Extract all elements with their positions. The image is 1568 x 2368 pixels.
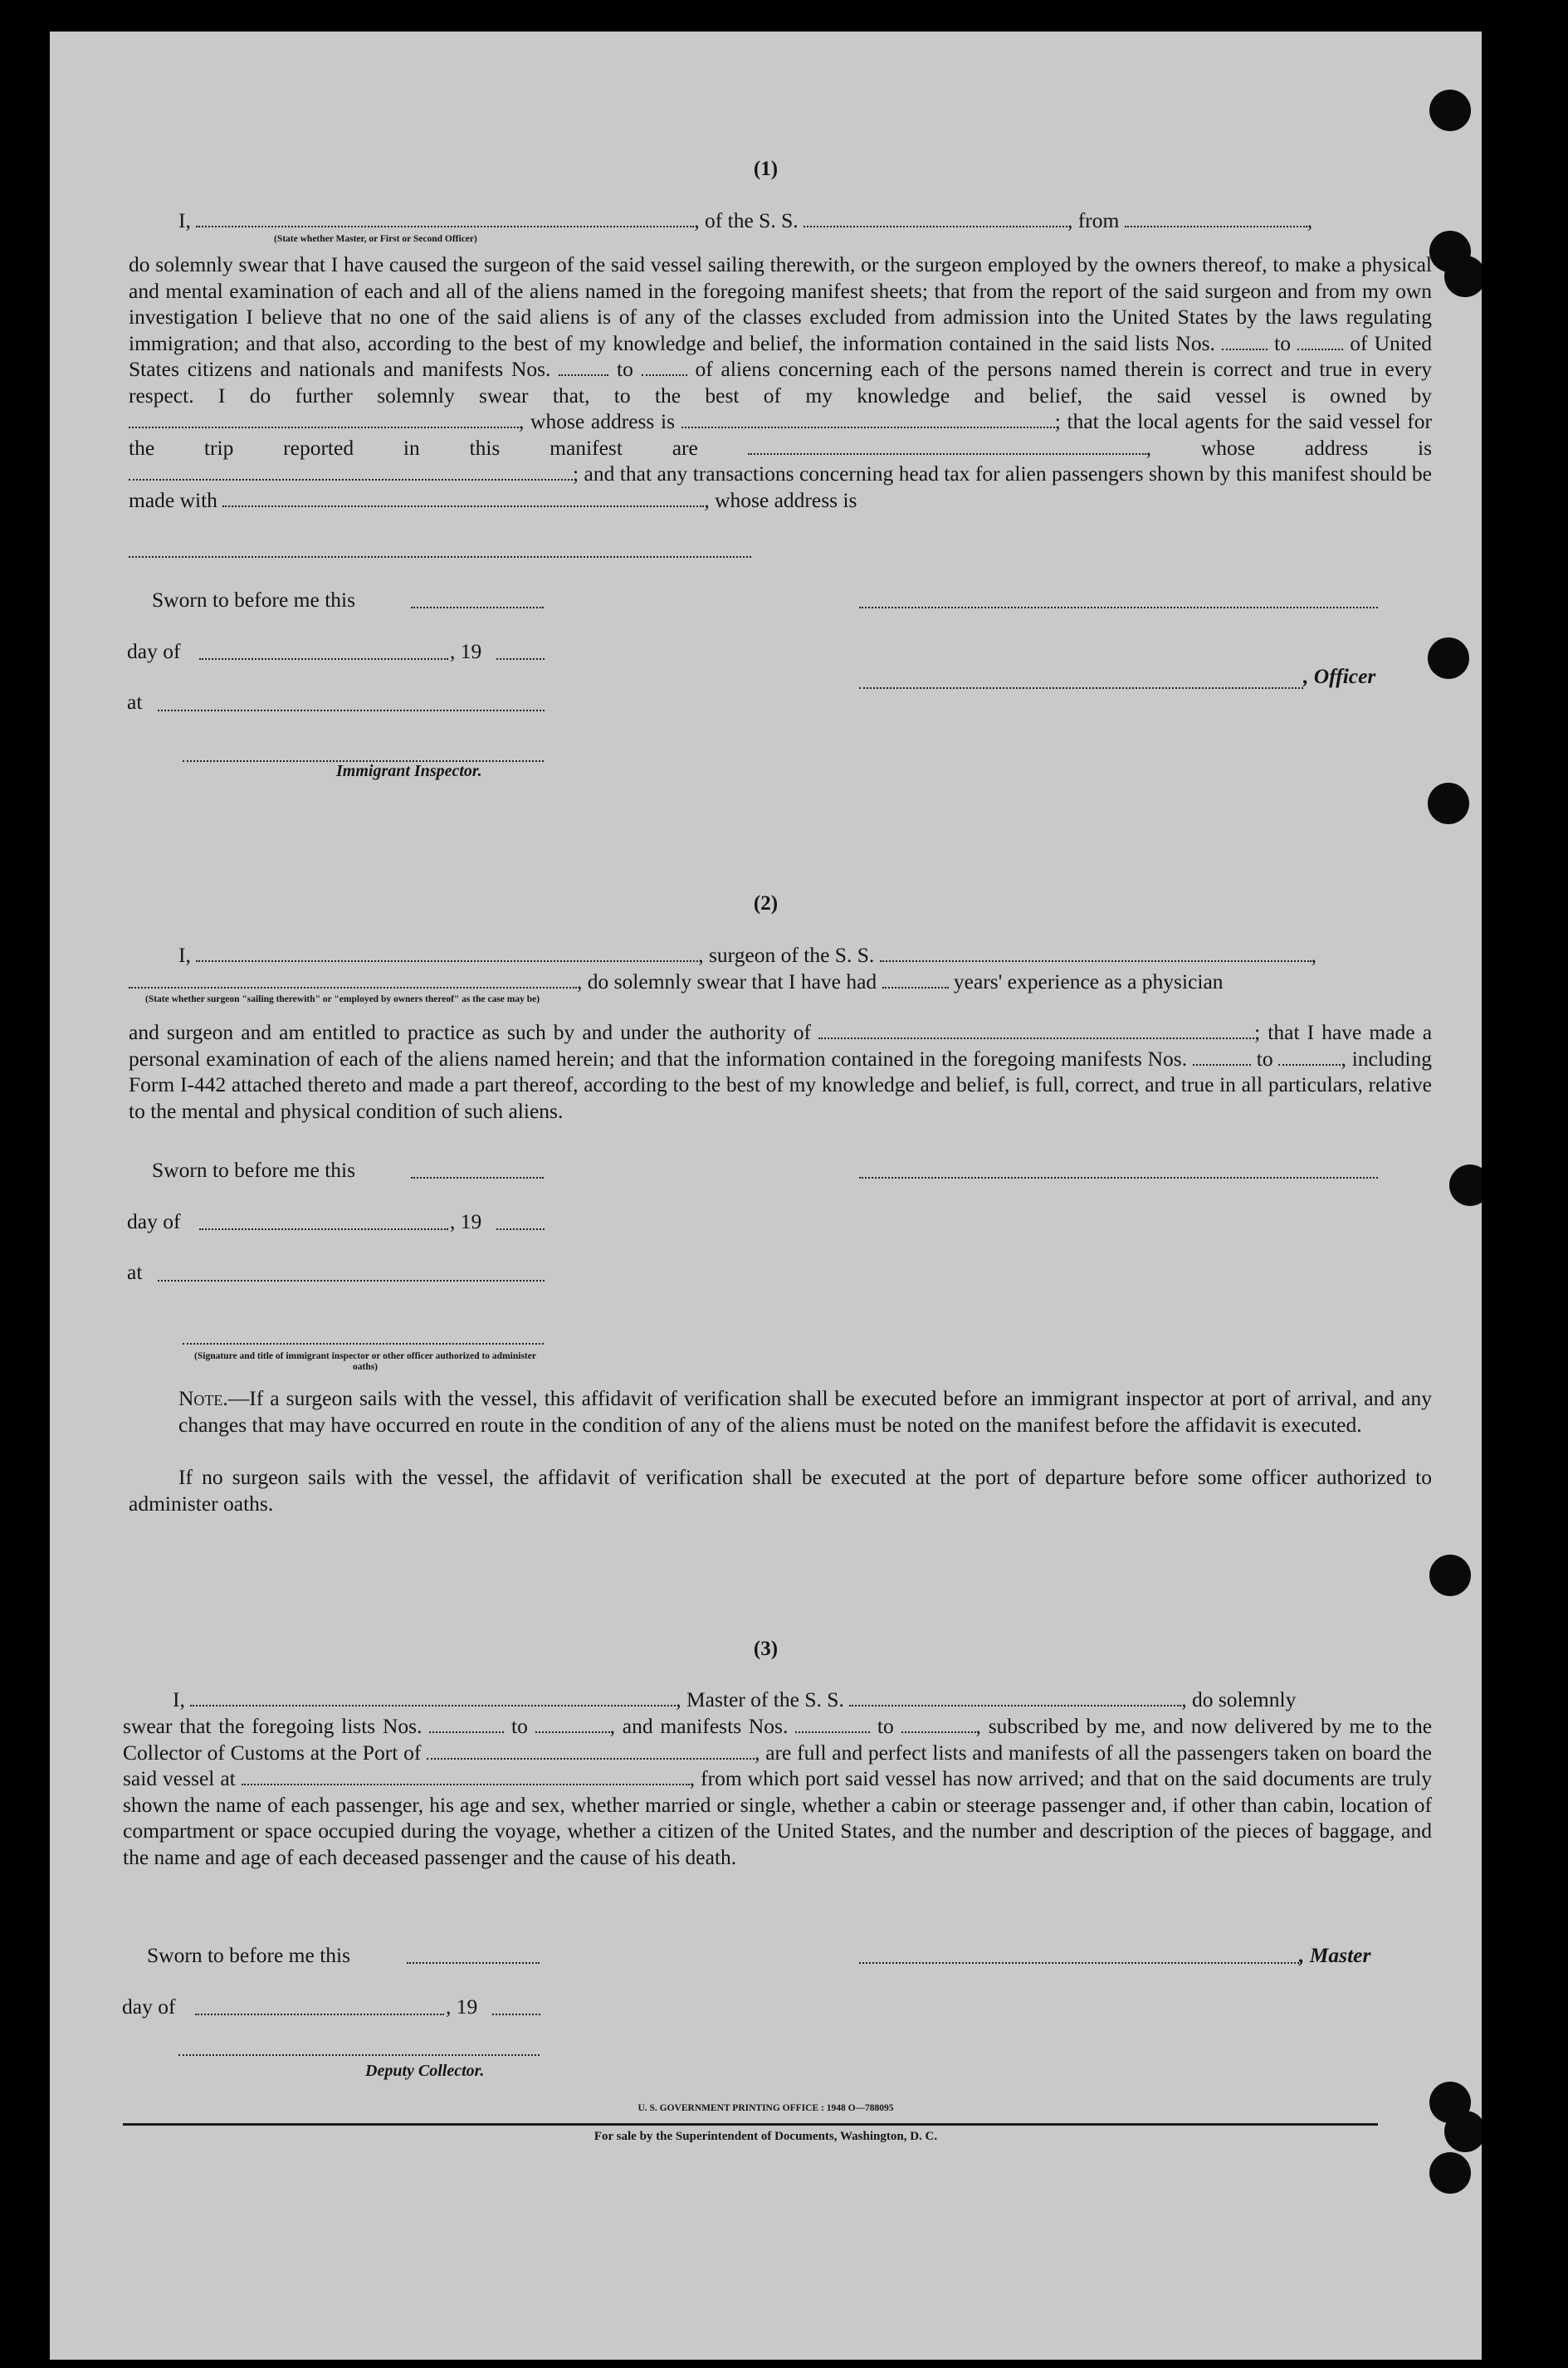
lists-to-field[interactable] [1297,334,1343,350]
month-field-3[interactable] [195,2014,444,2015]
surgeon-status-caption: (State whether surgeon "sailing therewith" or "employed by owners thereof" as the case may be) [145,994,540,1004]
surgeon-name-field[interactable] [196,945,698,962]
section-2-line-1 [129,942,1432,969]
master-name-field[interactable] [190,1690,676,1706]
surgeon-ss-label: , surgeon of the S. S. [698,943,875,967]
whose-address-label: , whose address is [519,409,676,433]
binder-hole [1429,90,1471,131]
section-2-i: I, [178,943,191,967]
year-label-2: , 19 [450,1209,482,1233]
section-2-line-2 [129,969,1432,995]
collector-label: Deputy Collector. [365,2062,485,2080]
to-label: to [1274,330,1291,355]
printing-office-note: U. S. GOVERNMENT PRINTING OFFICE : 1948 O—788095 [637,2103,894,2113]
boarding-port-field[interactable] [242,1769,690,1785]
footer-divider [123,2123,1378,2126]
note-text: —If a surgeon sails with the vessel, this affidavit of verification shall be executed before an immigrant inspector at port of arrival, and any changes that may have occurred en route in the condition of any of the aliens must be noted on the manifest before the affidavit is executed. [178,1386,1432,1437]
comma: , [1311,943,1317,967]
at-label-2: at [127,1260,143,1284]
at-place-field-2[interactable] [158,1280,545,1282]
section-2-number: (2) [753,892,779,915]
binder-hole [1444,256,1482,297]
head-tax-party-field[interactable] [222,491,704,507]
month-field-1[interactable] [199,658,448,660]
section-1-from-label: , from [1067,208,1120,232]
lists-from-field[interactable] [1222,334,1268,350]
at-label-1: at [127,690,143,714]
master-ship-field[interactable] [849,1690,1181,1706]
section-2-para-a: and surgeon and am entitled to practice as such by and under the authority of [129,1020,812,1044]
manifests-from-field[interactable] [559,359,608,376]
section-1-ss-label: , of the S. S. [694,208,799,232]
sworn-label-1: Sworn to before me this [152,588,356,612]
section-2-para-c: , including Form I-442 attached thereto and made a part thereof, according to the best of my knowledge and belief, is full, correct, and true in all particulars, relative to the mental and physical condition of such aliens. [129,1046,1433,1123]
surgeon-ship-field[interactable] [880,945,1312,962]
year-label-1: , 19 [450,639,482,663]
month-field-2[interactable] [199,1228,448,1230]
sworn-date-field-3[interactable] [407,1962,540,1964]
years-experience-label: years' experience as a physician [953,969,1224,994]
binder-hole [1428,637,1469,679]
comma: , [1145,435,1152,460]
surgeon-manifest-from-field[interactable] [1193,1049,1251,1066]
semicolon: ; [1054,409,1061,433]
head-tax-address-field[interactable] [129,556,751,558]
section-3-number: (3) [753,1638,779,1660]
section-1-para2: of United States citizens and nationals and manifests Nos. [129,330,1433,381]
sworn-label-3: Sworn to before me this [147,1943,351,1967]
section-1-i: I, [178,208,191,232]
section-3-para-e: , from which port said vessel has now arrived; and that on the said documents are truly shown the name of each passenger, his age and sex, whether married or single, whether a cabin or steerage passenger and, if other than cabin, location of compartment or space occupied during the voyage, whether a citizen of the United States, and the number and description of the pieces of baggage, and the name and age of each deceased passenger and the cause of his death. [123,1766,1432,1869]
binder-hole [1449,1164,1482,1206]
owner-field[interactable] [129,412,519,428]
note-paragraph [129,1385,1432,1438]
binder-hole [1429,1555,1471,1596]
authority-field[interactable] [818,1023,1254,1039]
comma: , [1307,208,1313,232]
section-1-header-line [129,208,1432,234]
section-2-para-b: that I have made a personal examination of each of the aliens named herein; and that the information contained in the foregoing manifests Nos. [129,1020,1433,1071]
head-tax-text: ; and that any transactions concerning head tax for alien passengers shown by this manifest should be made with [129,461,1432,512]
section-1-paragraph [129,251,1432,513]
signature-title-caption: (Signature and title of immigrant inspector or other officer authorized to administer oaths) [194,1351,536,1372]
master-manifests-to-field[interactable] [901,1716,976,1733]
section-3-line-1 [123,1687,1432,1713]
section-3-paragraph [123,1713,1432,1870]
year-field-1[interactable] [496,658,545,660]
note-paragraph-2 [129,1464,1432,1516]
binder-hole [1428,783,1469,824]
do-solemnly-label: , do solemnly [1181,1687,1297,1711]
note-text-2: If no surgeon sails with the vessel, the affidavit of verification shall be executed at the port of departure before some officer authorized to administer oaths. [129,1465,1432,1516]
sworn-date-field-1[interactable] [411,607,544,608]
sale-note: For sale by the Superintendent of Documents, Washington, D. C. [593,2130,938,2143]
years-experience-field[interactable] [882,972,949,989]
ship-name-field[interactable] [804,211,1067,227]
officer-label: , Officer [1303,664,1376,688]
officer-title-field-bottom[interactable] [859,687,1303,689]
master-lists-from-field[interactable] [429,1716,504,1733]
section-2-paragraph [129,1019,1432,1124]
master-lists-to-field[interactable] [535,1716,610,1733]
surgeon-manifest-to-field[interactable] [1278,1049,1341,1066]
surgeon-status-field[interactable] [129,972,577,989]
section-3-para-b: , and manifests Nos. [609,1714,789,1738]
section-1-para2-rest: of aliens concerning each of the persons named therein is correct and true in every respect. I do further solemnly swear that, to the best of my knowledge and belief, the said vessel is owned by [129,357,1433,408]
whose-address-label: whose address is [1200,435,1433,460]
inspector-signature-field-2[interactable] [183,1343,544,1345]
solemnly-swear-label: , do solemnly swear that I have had [577,969,877,994]
to-label: to [617,357,633,381]
year-field-2[interactable] [496,1228,545,1230]
section-3-para-d: , are full and perfect lists and manifests of all the passengers taken on board the said vessel at [123,1740,1432,1790]
binder-hole [1444,2111,1482,2152]
to-label: to [877,1714,894,1738]
note-label: Note. [178,1386,228,1410]
officer-signature-field[interactable] [859,607,1378,608]
section-3-para-a: swear that the foregoing lists Nos. [123,1714,423,1738]
whose-address-label: , whose address is [704,487,857,512]
master-label: , Master [1299,1943,1371,1967]
agents-address-field[interactable] [129,464,573,481]
master-manifests-from-field[interactable] [795,1716,870,1733]
day-of-label-3: day of [122,1994,176,2019]
sworn-date-field-2[interactable] [411,1177,544,1179]
from-port-field[interactable] [1125,211,1307,227]
to-label: to [1256,1046,1273,1071]
year-label-3: , 19 [446,1994,478,2019]
owner-address-field[interactable] [681,412,1055,428]
manifests-to-field[interactable] [642,359,687,376]
day-of-label-1: day of [127,639,181,663]
day-of-label-2: day of [127,1209,181,1233]
binder-hole [1429,2152,1471,2194]
at-place-field-1[interactable] [158,710,545,711]
surgeon-signature-field[interactable] [859,1177,1378,1179]
to-label: to [511,1714,528,1738]
collector-signature-field[interactable] [178,2054,540,2056]
year-field-3[interactable] [492,2014,540,2015]
agents-label: that the local agents for the said vessel for the trip reported in this manifest are [129,409,1433,460]
form-page [50,32,1482,2360]
sworn-label-2: Sworn to before me this [152,1158,356,1182]
section-1-number: (1) [753,158,779,180]
section-1-para: do solemnly swear that I have caused the surgeon of the said vessel sailing therewith, or the surgeon employed by the owners thereof, to make a physical and mental examination of each and all of the aliens named in the foregoing manifest sheets; that from the report of the said surgeon and from my own investigation I believe that no one of the said aliens is of any of the classes excluded from admission into the United States by the laws regulating immigration; and that also, according to the best of my knowledge and belief, the information contained in the said lists Nos. [129,252,1432,355]
semicolon: ; [1254,1020,1261,1044]
section-3-i: I, [173,1687,185,1711]
master-ss-label: , Master of the S. S. [676,1687,844,1711]
master-signature-field[interactable] [859,1962,1299,1964]
agents-field[interactable] [748,438,1146,455]
port-of-field[interactable] [427,1743,755,1760]
officer-title-caption: (State whether Master, or First or Second Officer) [274,234,477,244]
section-3-para-c: , subscribed by me, and now delivered by me to the Collector of Customs at the Port of [123,1714,1433,1765]
inspector-label: Immigrant Inspector. [336,762,482,780]
officer-title-field[interactable] [196,211,694,227]
